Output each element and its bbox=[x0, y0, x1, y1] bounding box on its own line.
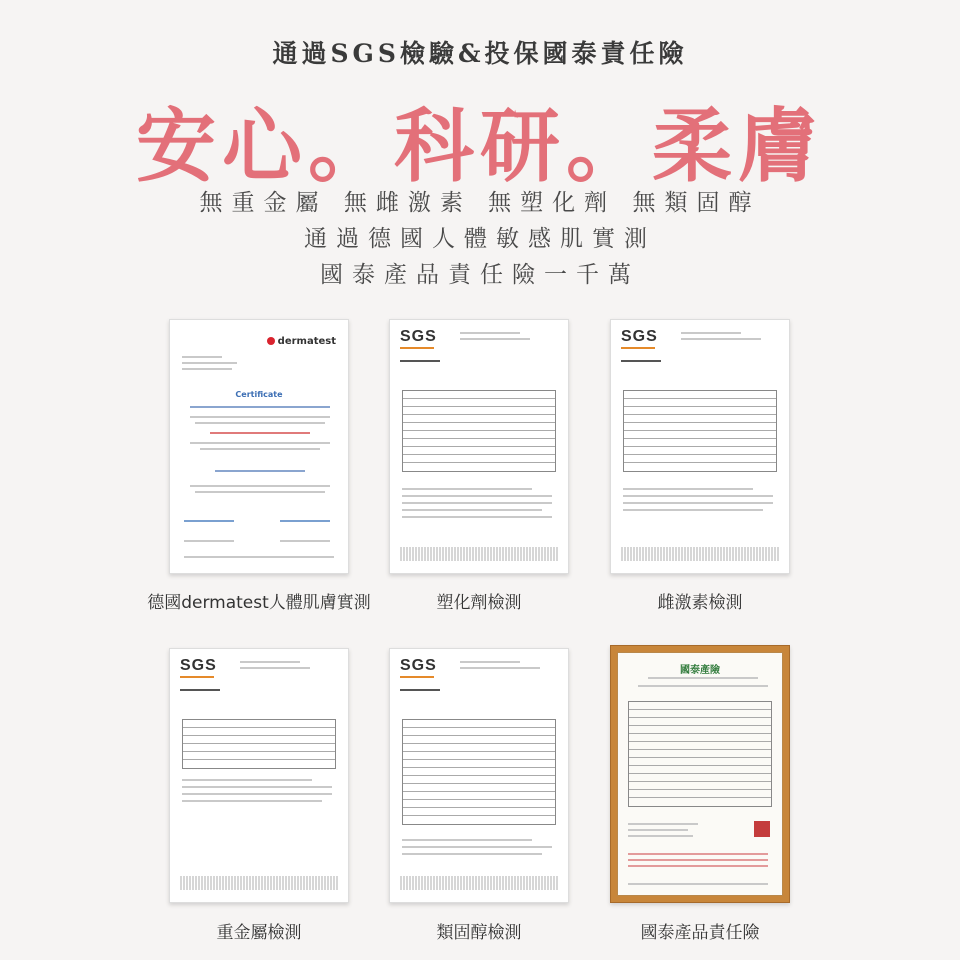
sgs-logo: SGS bbox=[400, 328, 437, 349]
dermatest-certificate bbox=[169, 319, 349, 574]
sgs-report-estrogen bbox=[610, 319, 790, 574]
sgs-logo: SGS bbox=[400, 657, 437, 678]
cathay-insurance-certificate bbox=[610, 645, 790, 903]
sgs-report-heavy-metal bbox=[169, 648, 349, 903]
caption-insurance: 國泰產品責任險 bbox=[640, 923, 760, 943]
feature-line: 無重金屬 無雌激素 無塑化劑 無類固醇 bbox=[199, 190, 761, 216]
caption-estrogen: 雌激素檢測 bbox=[657, 593, 743, 613]
caption-heavy-metal: 重金屬檢測 bbox=[216, 923, 302, 943]
sgs-report-plasticizer bbox=[389, 319, 569, 574]
sgs-report-steroid bbox=[389, 648, 569, 903]
feature-list bbox=[0, 186, 960, 294]
caption-plasticizer: 塑化劑檢測 bbox=[436, 593, 522, 613]
feature-line: 通過德國人體敏感肌實測 bbox=[304, 226, 656, 252]
cathay-logo: 國泰產險 bbox=[680, 665, 720, 676]
certificate-title: Certificate bbox=[235, 390, 283, 399]
subtitle: 通過SGS檢驗&投保國泰責任險 bbox=[272, 39, 688, 68]
feature-line: 國泰產品責任險一千萬 bbox=[320, 262, 640, 288]
caption-steroid: 類固醇檢測 bbox=[436, 923, 522, 943]
dermatest-logo: dermatest bbox=[267, 336, 336, 347]
sgs-logo: SGS bbox=[621, 328, 658, 349]
seal-stamp bbox=[754, 821, 770, 837]
headline: 安心。科研。柔膚 bbox=[136, 99, 824, 193]
sgs-logo: SGS bbox=[180, 657, 217, 678]
caption-dermatest: 德國dermatest人體肌膚實測 bbox=[147, 593, 371, 613]
